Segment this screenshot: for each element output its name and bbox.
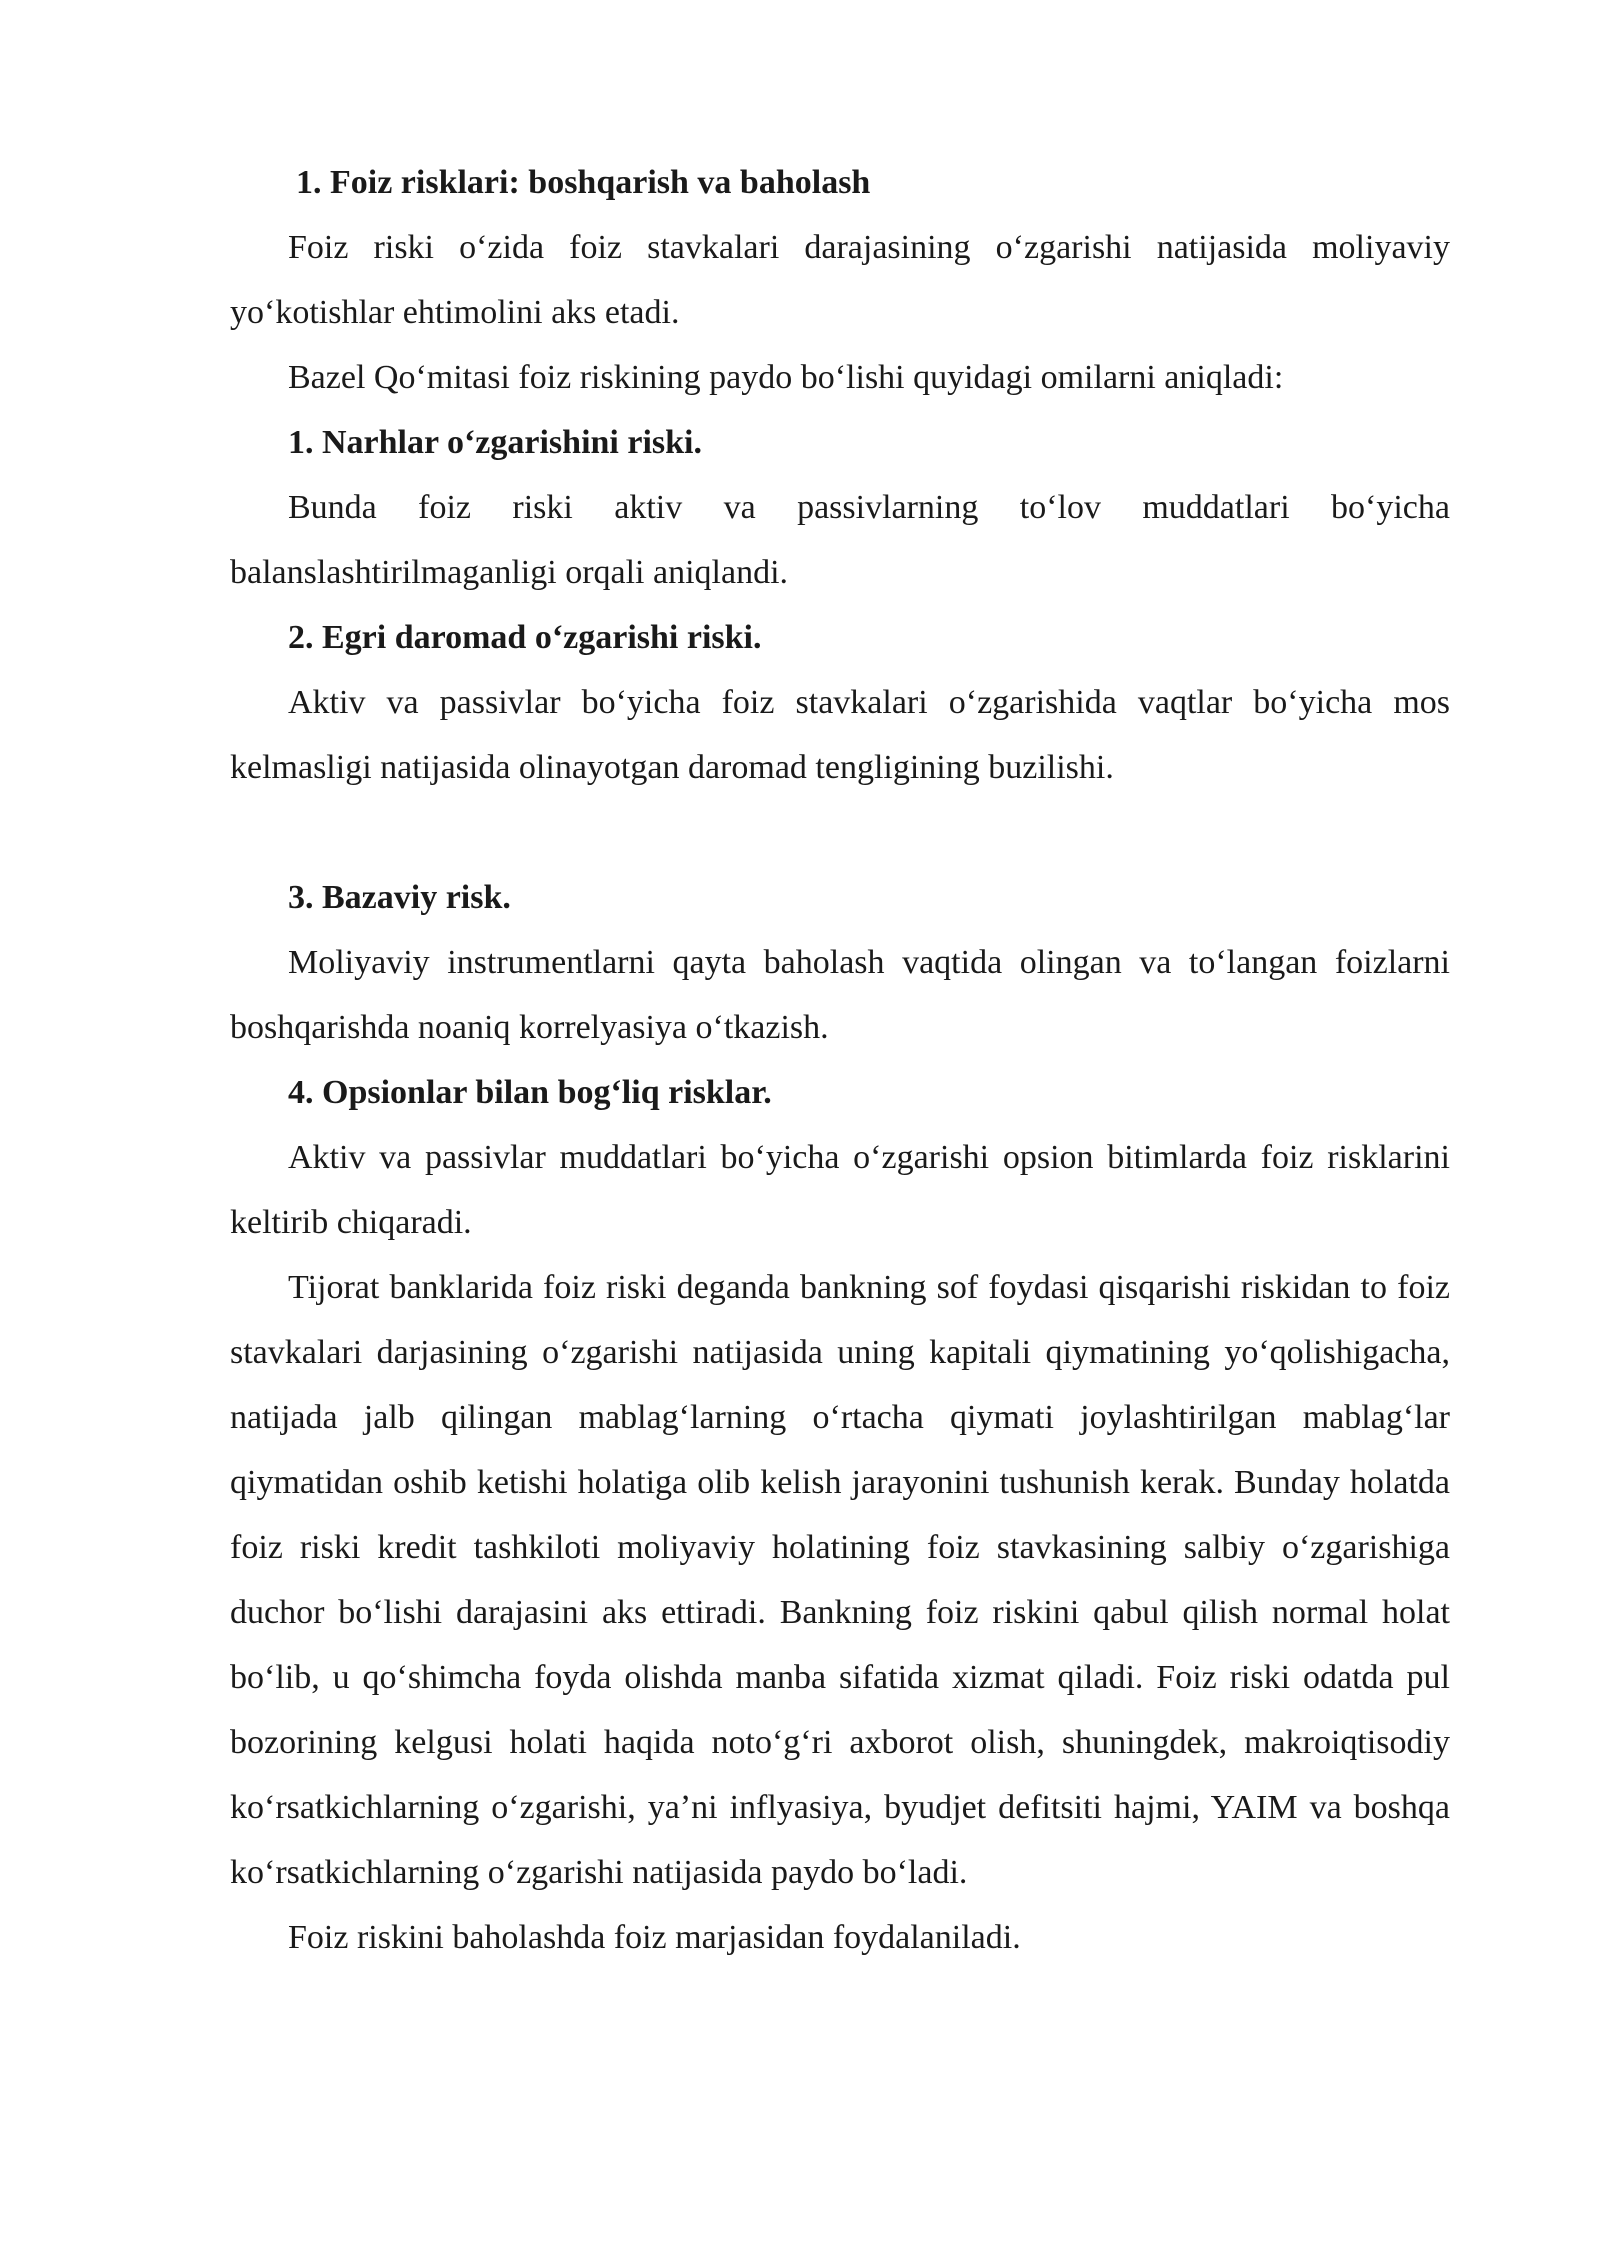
document-title: 1. Foiz risklari: boshqarish va baholash: [296, 164, 871, 201]
section-text-3: Moliyaviy instrumentlarni qayta baholash vaqtida olingan va toʻlangan foizlarni boshqarishda noaniq korrelyasiya oʻtkazish.: [230, 944, 1450, 1046]
document-page: [230, 150, 1450, 1970]
blank-line: [230, 800, 1450, 865]
section-heading-2: 2. Egri daromad oʻzgarishi riski.: [288, 619, 762, 656]
closing-paragraph: Foiz riskini baholashda foiz marjasidan foydalaniladi.: [288, 1919, 1021, 1956]
intro-paragraph: Foiz riski oʻzida foiz stavkalari darajasining oʻzgarishi natijasida moliyaviy yoʻkotishlar ehtimolini aks etadi.: [230, 229, 1450, 331]
basel-intro-paragraph: Bazel Qoʻmitasi foiz riskining paydo boʻlishi quyidagi omilarni aniqladi:: [288, 359, 1284, 396]
section-text-1: Bunda foiz riski aktiv va passivlarning toʻlov muddatlari boʻyicha balanslashtirilmaganligi orqali aniqlandi.: [230, 489, 1450, 591]
section-heading-3: 3. Bazaviy risk.: [288, 879, 511, 916]
section-heading-1: 1. Narhlar oʻzgarishini riski.: [288, 424, 702, 461]
section-text-2: Aktiv va passivlar boʻyicha foiz stavkalari oʻzgarishida vaqtlar boʻyicha mos kelmasligi natijasida olinayotgan daromad tengligining buzilishi.: [230, 684, 1450, 786]
main-paragraph: Tijorat banklarida foiz riski deganda bankning sof foydasi qisqarishi riskidan to foiz stavkalari darjasining oʻzgarishi natijasida uning kapitali qiymatining yoʻqolishigacha, natijada jalb qilingan mablagʻlarning oʻrtacha qiymati joylashtirilgan mablagʻlar qiymatidan oshib ketishi holatiga olib kelish jarayonini tushunish kerak. Bunday holatda foiz riski kredit tashkiloti moliyaviy holatining foiz stavkasining salbiy oʻzgarishiga duchor boʻlishi darajasini aks ettiradi. Bankning foiz riskini qabul qilish normal holat boʻlib, u qoʻshimcha foyda olishda manba sifatida xizmat qiladi. Foiz riski odatda pul bozorining kelgusi holati haqida notoʻgʻri axborot olish, shuningdek, makroiqtisodiy koʻrsatkichlarning oʻzgarishi, yaʼni inflyasiya, byudjet defitsiti hajmi, YAIM va boshqa koʻrsatkichlarning oʻzgarishi natijasida paydo boʻladi.: [230, 1269, 1450, 1891]
section-heading-4: 4. Opsionlar bilan bogʻliq risklar.: [288, 1074, 772, 1111]
section-text-4: Aktiv va passivlar muddatlari boʻyicha oʻzgarishi opsion bitimlarda foiz risklarini keltirib chiqaradi.: [230, 1139, 1450, 1241]
